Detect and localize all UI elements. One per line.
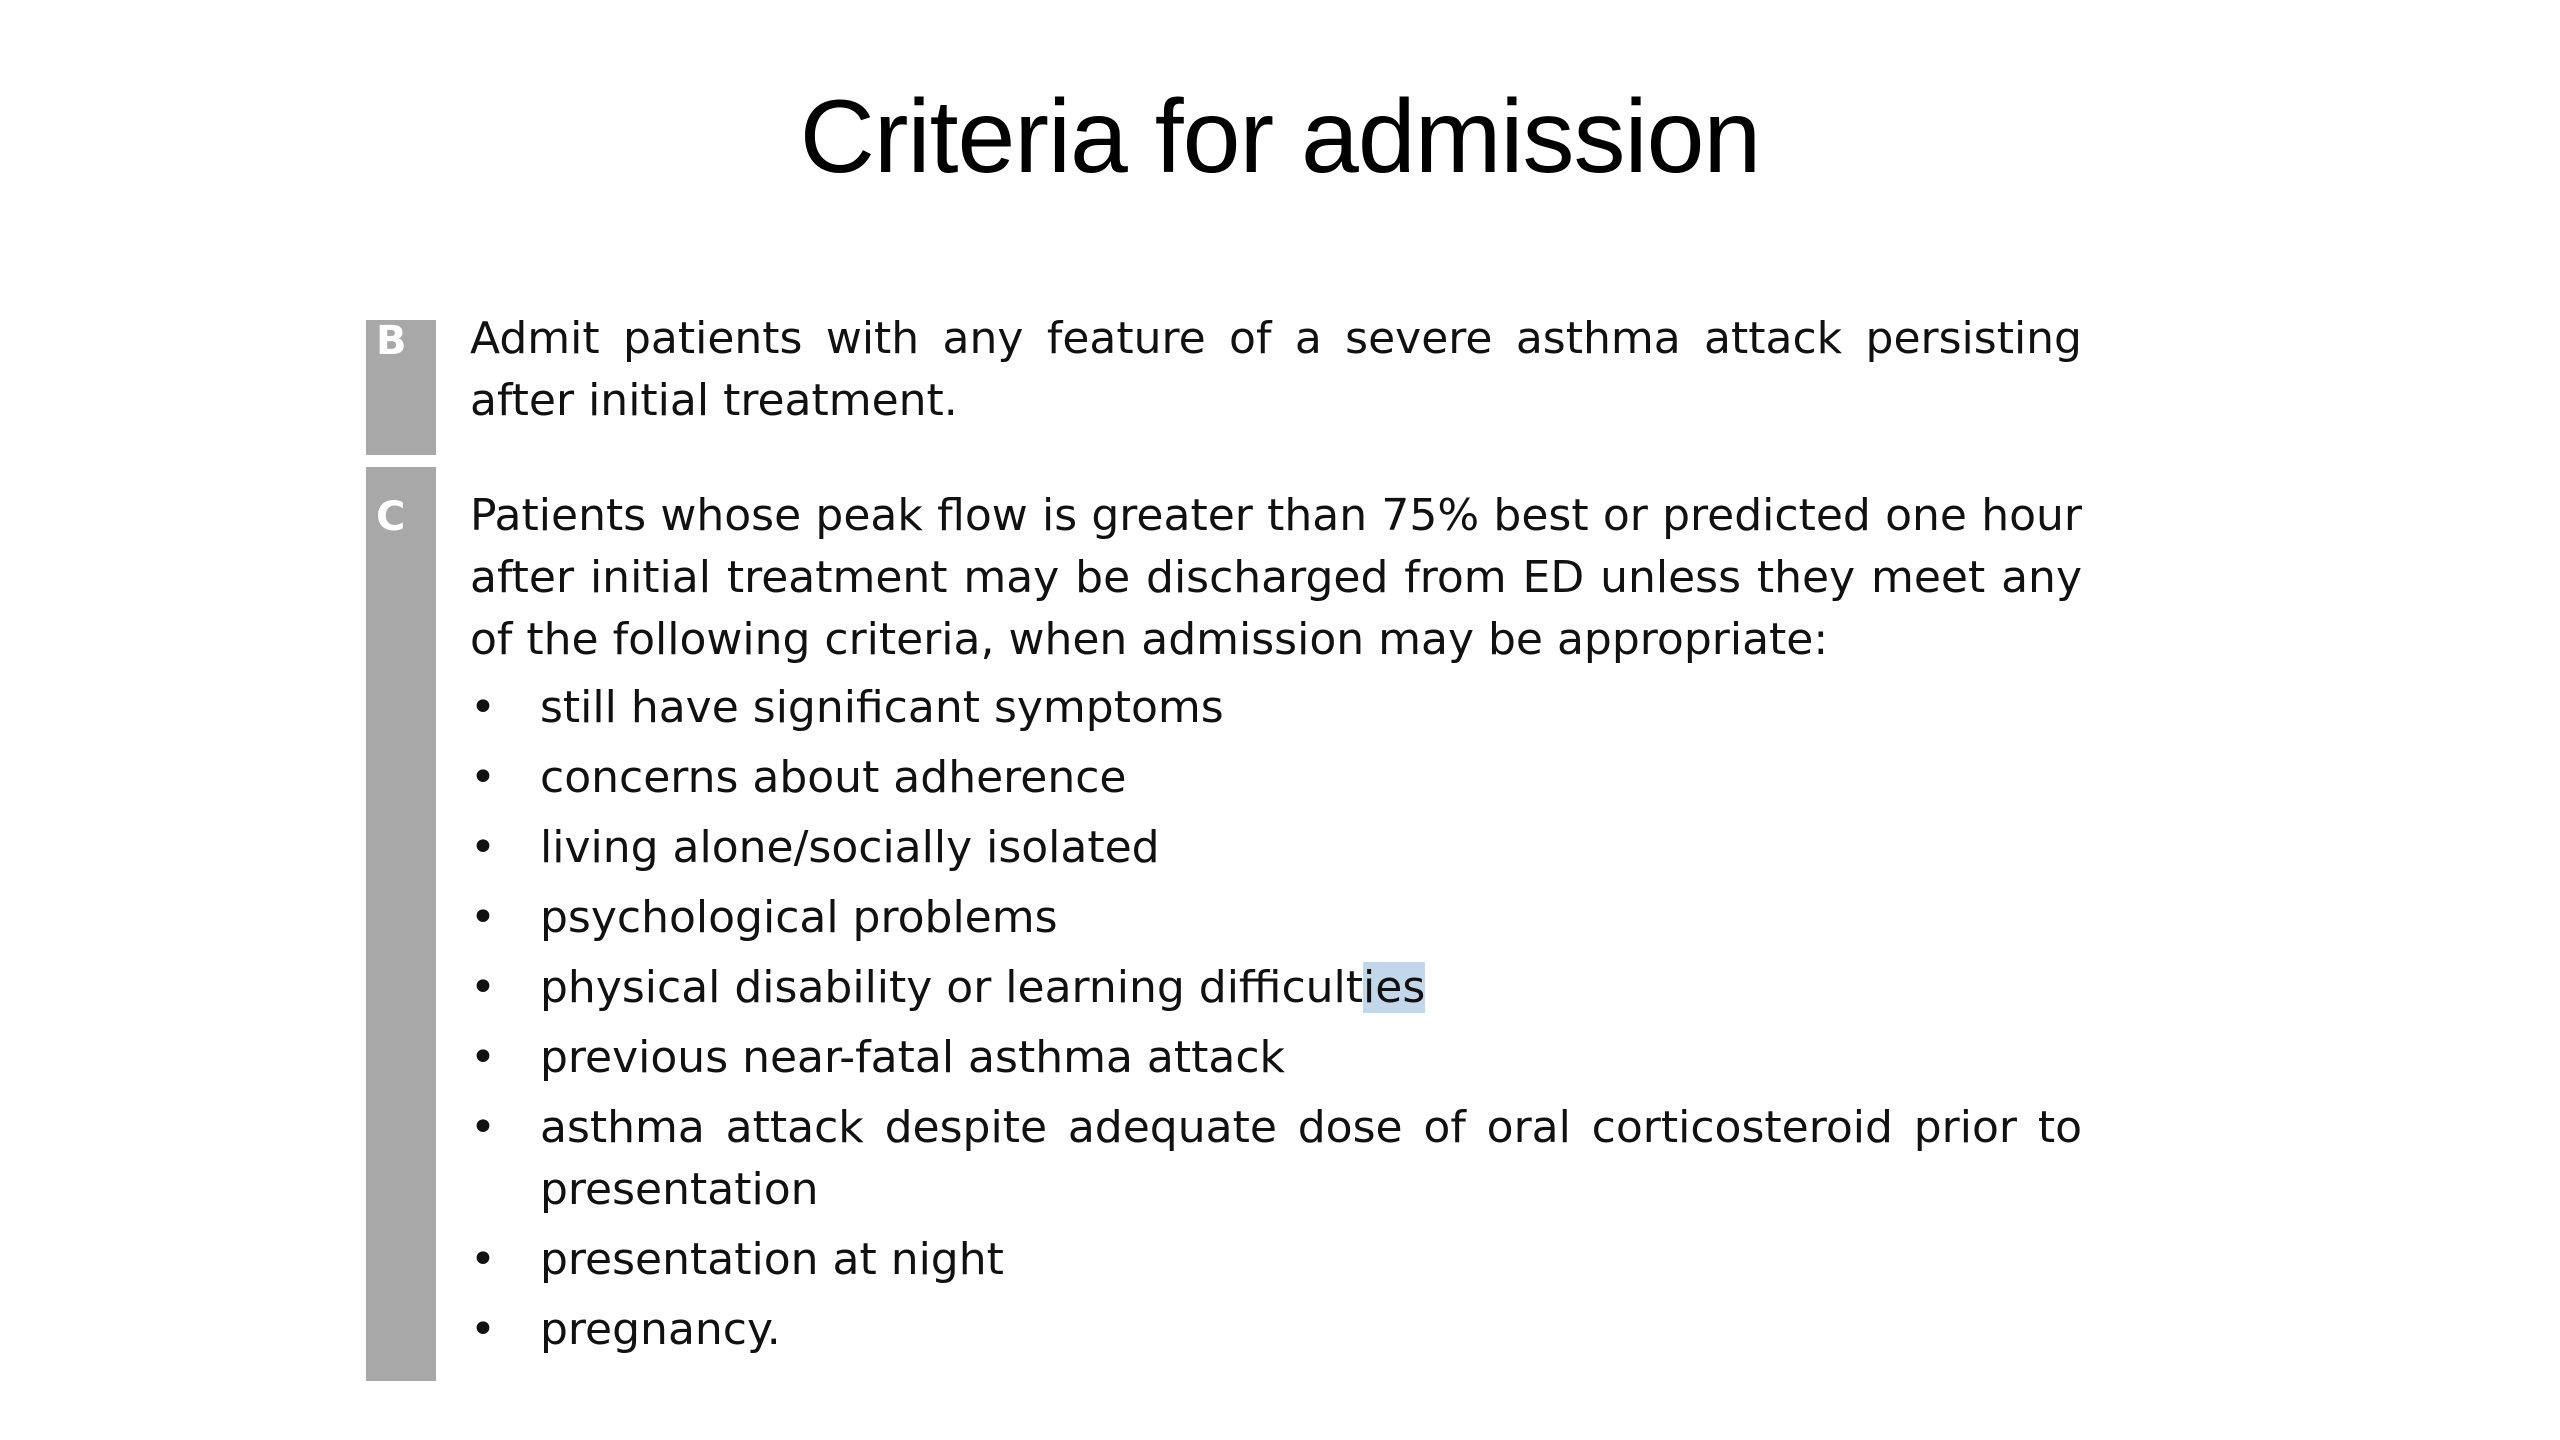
bullet-icon: • bbox=[470, 752, 496, 803]
list-item[interactable] bbox=[470, 747, 2082, 809]
grade-bar-b bbox=[366, 320, 436, 455]
criteria-text: psychological problems bbox=[540, 892, 1058, 943]
list-item[interactable] bbox=[470, 677, 2082, 739]
bullet-icon: • bbox=[470, 822, 496, 873]
criteria-text bbox=[540, 962, 1425, 1013]
list-item[interactable] bbox=[470, 1229, 2082, 1291]
criteria-text: living alone/socially isolated bbox=[540, 822, 1160, 873]
criteria-text: concerns about adherence bbox=[540, 752, 1127, 803]
slide-title: Criteria for admission bbox=[799, 79, 1761, 195]
bullet-icon: • bbox=[470, 682, 496, 733]
recommendation-b-text[interactable]: Admit patients with any feature of a severe asthma attack persisting after initial treatment. bbox=[470, 313, 2082, 426]
list-item[interactable] bbox=[470, 1027, 2082, 1089]
criteria-text: previous near-fatal asthma attack bbox=[540, 1032, 1285, 1083]
bullet-icon: • bbox=[470, 1102, 496, 1153]
list-item[interactable] bbox=[470, 887, 2082, 949]
grade-label-c: C bbox=[376, 494, 406, 540]
list-item[interactable] bbox=[470, 957, 2082, 1019]
bullet-icon: • bbox=[470, 1032, 496, 1083]
list-item[interactable] bbox=[470, 817, 2082, 879]
list-item[interactable] bbox=[470, 1299, 2082, 1361]
grade-bar-c bbox=[366, 467, 436, 1381]
admission-criteria-list bbox=[470, 677, 2082, 1369]
list-item[interactable] bbox=[470, 1097, 2082, 1221]
bullet-icon: • bbox=[470, 962, 496, 1013]
text-selection-highlight[interactable]: ies bbox=[1363, 962, 1426, 1013]
grade-label-b: B bbox=[376, 318, 407, 364]
bullet-icon: • bbox=[470, 1304, 496, 1355]
bullet-icon: • bbox=[470, 1234, 496, 1285]
bullet-icon: • bbox=[470, 892, 496, 943]
criteria-text: asthma attack despite adequate dose of oral corticosteroid prior to presentation bbox=[540, 1102, 2082, 1215]
criteria-text: still have significant symptoms bbox=[540, 682, 1224, 733]
criteria-text: pregnancy. bbox=[540, 1304, 781, 1355]
criteria-text-unselected: physical disability or learning difficult bbox=[540, 962, 1364, 1013]
criteria-text: presentation at night bbox=[540, 1234, 1004, 1285]
recommendation-c-text[interactable]: Patients whose peak flow is greater than 75% best or predicted one hour after initial treatment may be discharged from ED unless they meet any of the following criteria, when admission may be appropriate: bbox=[470, 490, 2082, 665]
